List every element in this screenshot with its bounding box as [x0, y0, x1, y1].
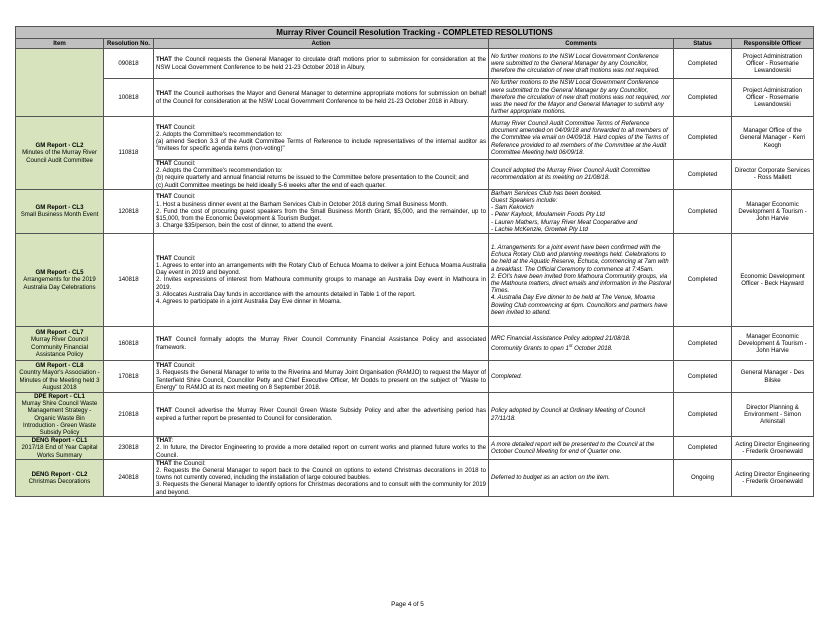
ordinal-suffix: st	[568, 343, 573, 349]
comment-line: - Peter Kaylock, Moulamein Foods Pty Ltd	[491, 211, 605, 219]
action-keyword: THAT	[156, 459, 172, 467]
action-keyword: THAT	[156, 437, 172, 445]
resolution-number: 110818	[104, 117, 154, 190]
action-line: (b) require quarterly and annual financial returns be issued to the Committee before presentation to the Council; and	[156, 174, 469, 182]
action-line: THAT Council:	[156, 160, 196, 167]
action-text	[154, 459, 489, 496]
table-row	[16, 49, 814, 79]
column-header-row	[16, 39, 814, 49]
resolution-number: 140818	[104, 234, 154, 327]
comment-line: A more detailed report will be presented to the Council at the October Council Meeting for end of Quarter one.	[491, 440, 655, 456]
item-cell	[16, 327, 104, 361]
item-cell	[16, 361, 104, 393]
action-line: 2. Invites expressions of interest from Mathoura community groups to manage an Australia Day event in Mathoura in 2019.	[156, 276, 486, 291]
table-row	[16, 117, 814, 160]
item-title: GM Report - CL7	[35, 329, 84, 337]
responsible-officer: Manager Office of the General Manager - Kerri Keogh	[732, 117, 814, 160]
status-text: Completed	[674, 437, 732, 460]
action-line: 2. Adopts the Committee's recommendation to:	[156, 167, 283, 175]
status-text: Completed	[674, 49, 732, 79]
comment-line: 4. Australia Day Eve dinner to be held at The Venue, Moama Bowling Club commencing at 6pm. Councillors and partners have been invited to attend.	[491, 294, 668, 316]
action-keyword: THAT	[156, 254, 172, 262]
table-row	[16, 361, 814, 393]
item-description: Minutes of the Murray River Council Audit Committee	[22, 149, 97, 164]
action-text	[154, 437, 489, 460]
status-text: Completed	[674, 189, 732, 233]
item-cell	[16, 437, 104, 460]
action-line: THAT the Council authorises the Mayor and General Manager to determine appropriate motions for submission on behalf of the Council for consideration at the NSW Local Government Conference to be held 21-23 October 2018 in Albury.	[156, 90, 486, 105]
action-line: 2. Fund the cost of procuring guest speakers from the Small Business Month Grant, $5,000, and the remainder, up to $15,000, from the Economic Development & Tourism Budget.	[156, 207, 486, 223]
item-cell	[16, 189, 104, 233]
action-line: 2. In future, the Director Engineering to provide a more detailed report on current works and planned future works to the Council.	[156, 444, 486, 459]
status-text: Completed	[674, 393, 732, 437]
table-row	[16, 393, 814, 437]
action-line: (a) amend Section 3.3 of the Audit Committee Terms of Reference to include representatives of the internal auditor as "Invitees for specific agenda items (non-voting)"	[156, 138, 486, 153]
item-cell	[16, 234, 104, 327]
action-line: 1. Agrees to enter into an arrangements with the Rotary Club of Echuca Moama to deliver a joint Echuca Moama Australia Day event in 2019 and beyond.	[156, 262, 486, 277]
responsible-officer: Director Planning & Environment - Simon Arkinstall	[732, 393, 814, 437]
comment-line: - Sam Kekovich	[491, 204, 534, 212]
action-line: (c) Audit Committee meetings be held ideally 5-6 weeks after the end of each quarter.	[156, 181, 386, 189]
action-line: THAT Council:	[156, 123, 196, 131]
resolution-number: 210818	[104, 393, 154, 437]
item-cell	[16, 459, 104, 496]
table-row	[16, 437, 814, 460]
comment-line: - Lauren Mathers, Murray River Meat Cooperative and	[491, 218, 638, 226]
action-line: THAT:	[156, 437, 174, 445]
status-text: Completed	[674, 117, 732, 160]
action-line: THAT Council:	[156, 193, 196, 201]
comment-text	[489, 160, 674, 190]
col-header-comments: Comments	[489, 39, 674, 49]
action-keyword: THAT	[156, 160, 172, 167]
item-title: DENG Report - CL2	[31, 470, 88, 478]
item-description: Murray River Council Community Financial Assistance Policy	[31, 336, 88, 358]
status-text: Completed	[674, 79, 732, 117]
comment-text	[489, 117, 674, 160]
responsible-officer: Project Administration Officer - Rosemarie Lewandowski	[732, 49, 814, 79]
comment-line: Community Grants to open 1st October 2018.	[491, 343, 613, 353]
item-title: DPE Report - CL1	[34, 393, 85, 401]
action-text	[154, 234, 489, 327]
action-text	[154, 327, 489, 361]
action-text	[154, 79, 489, 117]
item-title: GM Report - CL5	[35, 269, 84, 277]
status-text: Ongoing	[674, 459, 732, 496]
table-row	[16, 79, 814, 117]
table-body	[16, 49, 814, 497]
item-description: Christmas Decorations	[28, 477, 91, 485]
action-line: THAT the Council requests the General Manager to circulate draft motions prior to submission for consideration at the NSW Local Government Conference to be held 21-23 October 2018 in Albury.	[156, 56, 486, 71]
col-header-responsible-officer: Responsible Officer	[732, 39, 814, 49]
table-row	[16, 459, 814, 496]
resolution-number: 160818	[104, 327, 154, 361]
resolution-number: 100818	[104, 79, 154, 117]
comment-line: Barham Services Club has been booked.	[491, 189, 602, 197]
action-text	[154, 160, 489, 190]
responsible-officer: General Manager - Des Bilske	[732, 361, 814, 393]
table-row	[16, 327, 814, 361]
table-title: Murray River Council Resolution Tracking - COMPLETED RESOLUTIONS	[16, 27, 814, 39]
action-line: 2. Requests the General Manager to report back to the Council on options to extend Christmas decorations in 2018 to towns not currently covered, including the installation of large coloured baubles.	[156, 467, 486, 482]
action-text	[154, 361, 489, 393]
table-row	[16, 189, 814, 233]
comment-line: No further motions to the NSW Local Government Conference were submitted to the General Manager by any Councillor, therefore the circulation of new draft motions was not required, nor was the need for the Mayor and General Manager to submit any further appropriate motions.	[491, 79, 671, 116]
item-description: Arrangements for the 2019 Australia Day Celebrations	[23, 276, 96, 291]
item-description: Murray Shire Council Waste Management Strategy - Organic Waste Bin Introduction - Green Waste Subsidy Policy	[21, 400, 98, 437]
action-keyword: THAT	[156, 362, 172, 370]
responsible-officer: Economic Development Officer - Beck Hayward	[732, 234, 814, 327]
col-header-status: Status	[674, 39, 732, 49]
action-text	[154, 189, 489, 233]
comment-text	[489, 327, 674, 361]
item-title: GM Report - CL2	[35, 142, 84, 150]
comment-line: 2. EOI's have been invited from Mathoura Community groups, via the Mathoura matters, direct emails and information in the Pastoral Times.	[491, 272, 671, 295]
action-keyword: THAT	[156, 407, 172, 415]
comment-text	[489, 189, 674, 233]
item-cell	[16, 393, 104, 437]
status-text: Completed	[674, 234, 732, 327]
action-line: THAT Council advertise the Murray River Council Green Waste Subsidy Policy and after the advertising period has expired a further report be presented to Council for consideration.	[156, 407, 486, 422]
action-keyword: THAT	[156, 90, 172, 98]
action-line: 4. Agrees to participate in a joint Australia Day Eve dinner in Moama.	[156, 298, 342, 306]
col-header-item: Item	[16, 39, 104, 49]
col-header-resolution-no: Resolution No.	[104, 39, 154, 49]
action-line: THAT Council formally adopts the Murray River Council Community Financial Assistance Policy and associated framework.	[156, 336, 486, 351]
comment-line: No further motions to the NSW Local Government Conference were submitted to the General Manager by any Councillor, therefore the circulation of new draft motions was not required.	[491, 52, 660, 75]
comment-text	[489, 234, 674, 327]
responsible-officer: Project Administration Officer - Rosemarie Lewandowski	[732, 79, 814, 117]
comment-text	[489, 459, 674, 496]
action-text	[154, 117, 489, 160]
action-line: 3. Allocates Australia Day funds in accordance with the amounts detailed in Table 1 of the report.	[156, 290, 416, 298]
action-keyword: THAT	[156, 193, 172, 201]
item-title: GM Report - CL3	[35, 204, 84, 212]
action-line: 3. Requests the General Manager to write to the Riverina and Murray Joint Organisation (RAMJO) to request the Mayor of Tenterfield Shire Council, Councillor Petty and Chief Executive Officer, Mr Dodds to present on the subject of "Waste to Energy" to RAMJO at its next meeting on 8 September 2018.	[156, 369, 486, 391]
action-line: 3. Charge $35/person, bein the cost of dinner, to attend the event.	[156, 222, 334, 230]
action-keyword: THAT	[156, 336, 172, 344]
action-line: THAT the Council:	[156, 459, 206, 467]
col-header-action: Action	[154, 39, 489, 49]
item-description: Small Business Month Event	[20, 211, 99, 219]
action-line: 3. Requests the General Manager to identify options for Christmas decorations and to consult with the community for 2019 and beyond.	[156, 481, 486, 496]
comment-text	[489, 393, 674, 437]
responsible-officer: Director Corporate Services - Ross Mallett	[732, 160, 814, 190]
status-text: Completed	[674, 327, 732, 361]
action-line: 1. Host a business dinner event at the Barham Services Club in October 2018 during Small Business Month.	[156, 200, 448, 208]
item-description: Country Mayor's Association - Minutes of the Meeting held 3 August 2018	[19, 369, 100, 391]
responsible-officer: Acting Director Engineering - Frederik Groenewald	[732, 459, 814, 496]
comment-line: Policy adopted by Council at Ordinary Meeting of Council 27/11/18.	[491, 407, 646, 422]
status-text: Completed	[674, 160, 732, 190]
resolution-number: 120818	[104, 189, 154, 233]
comment-line: Murray River Council Audit Committee Terms of Reference document amended on 04/09/18 and forwarded to all members of the Committee via email on 04/09/18. Hard copies of the Terms of Reference provided to all members of the Committee at the Audit Committee Meeting held 06/09/18.	[491, 119, 669, 156]
resolution-number: 090818	[104, 49, 154, 79]
comment-text	[489, 49, 674, 79]
comment-line: Deferred to budget as an action on the item.	[491, 474, 610, 482]
action-line: THAT Council:	[156, 254, 196, 262]
status-text: Completed	[674, 361, 732, 393]
responsible-officer: Manager Economic Development & Tourism - John Harvie	[732, 327, 814, 361]
comment-line: MRC Financial Assistance Policy adopted 21/08/18.	[491, 334, 631, 342]
item-title: DENG Report - CL1	[31, 437, 88, 445]
item-cell	[16, 117, 104, 190]
resolution-number: 240818	[104, 459, 154, 496]
page-number: Page 4 of 5	[391, 601, 424, 608]
action-line: 2. Adopts the Committee's recommendation to:	[156, 130, 283, 138]
action-keyword: THAT	[156, 56, 172, 64]
comment-text	[489, 437, 674, 460]
resolution-table	[15, 26, 814, 497]
comment-line: - Lachie McKenzie, Growtek Pty Ltd	[491, 225, 588, 233]
item-description: 2017/18 End of Year Capital Works Summary	[21, 444, 98, 459]
comment-line: Guest Speakers include:	[491, 197, 558, 205]
responsible-officer: Manager Economic Development & Tourism - John Harvie	[732, 189, 814, 233]
action-text	[154, 49, 489, 79]
comment-line: Council adopted the Murray River Council Audit Committee recommendation at its meeting on 21/08/18.	[491, 167, 651, 182]
action-line: THAT Council:	[156, 362, 196, 370]
table-row	[16, 234, 814, 327]
comment-line: 1. Arrangements for a joint event have been confirmed with the Echuca Rotary Club and planning meetings held. Celebrations to be held at the Aquatic Reserve, Echuca, commencing at 7am with a breakfast. The Official Ceremony to commence at 7:45am.	[491, 244, 669, 273]
comment-line: Completed.	[491, 372, 523, 380]
action-keyword: THAT	[156, 123, 172, 131]
item-cell	[16, 49, 104, 117]
action-text	[154, 393, 489, 437]
resolution-number: 170818	[104, 361, 154, 393]
item-title: GM Report - CL8	[35, 362, 84, 370]
comment-text	[489, 361, 674, 393]
comment-text	[489, 79, 674, 117]
resolution-number: 230818	[104, 437, 154, 460]
responsible-officer: Acting Director Engineering - Frederik Groenewald	[732, 437, 814, 460]
